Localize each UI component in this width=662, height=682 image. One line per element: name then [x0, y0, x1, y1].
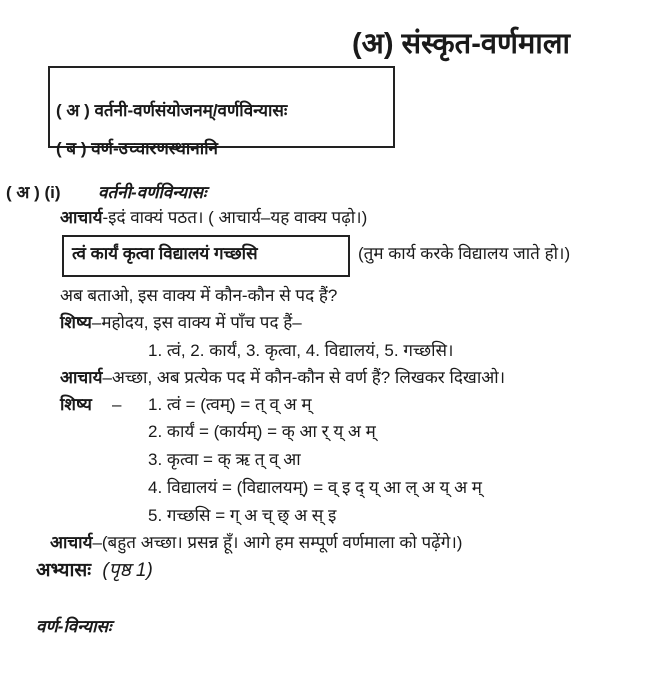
acharya-line-2: [60, 367, 505, 389]
sentence-translation: (तुम कार्य करके विद्यालय जाते हो।): [358, 244, 571, 263]
dialogue-text: -इदं वाक्यं पठत। ( आचार्य–यह वाक्य पढ़ो।): [102, 208, 368, 227]
topic-item: ( अ ) वर्तनी-वर्णसंयोजनम्/वर्णविन्यासः: [56, 101, 288, 120]
dialogue-text: –(बहुत अच्छा। प्रसन्न हूँ। आगे हम सम्पूर्ण वर्णमाला को पढ़ेंगे।): [92, 533, 463, 552]
speaker-label: आचार्य: [50, 533, 93, 552]
section-heading: वर्तनी-वर्णविन्यासः: [98, 183, 207, 202]
varna-item: 1. त्वं = (त्वम्) = त् व् अ म्: [148, 395, 312, 414]
varna-item: 5. गच्छसि = ग् अ च् छ् अ स् इ: [148, 506, 337, 525]
speaker-label: आचार्य: [60, 208, 103, 227]
speaker-label: शिष्य: [60, 313, 92, 332]
section-marker: ( अ ) (i): [6, 183, 61, 202]
varna-item: 3. कृत्वा = क् ऋ त् व् आ: [148, 450, 301, 469]
speaker-label: शिष्य: [60, 395, 92, 414]
varna-item: 4. विद्यालयं = (विद्यालयम्) = व् इ द् य् आ ल् अ य् अ म्: [148, 478, 482, 497]
dash: –: [112, 395, 122, 414]
speaker-label: आचार्य: [60, 368, 103, 387]
exercise-heading: [36, 560, 153, 582]
topic-item: ( ब ) वर्ण-उच्चारणस्थानानि: [56, 139, 218, 158]
exercise-label: अभ्यासः: [36, 560, 92, 581]
varna-item: 2. कार्यं = (कार्यम्) = क् आ र् य् अ म्: [148, 422, 376, 441]
pada-list: 1. त्वं, 2. कार्यं, 3. कृत्वा, 4. विद्यालयं, 5. गच्छसि।: [148, 341, 454, 360]
subheading: वर्ण-विन्यासः: [36, 617, 112, 636]
dialogue-text: –महोदय, इस वाक्य में पाँच पद हैं–: [91, 313, 302, 332]
question-text: अब बताओ, इस वाक्य में कौन-कौन से पद हैं?: [60, 286, 338, 305]
exercise-page: (पृष्ठ 1): [102, 560, 153, 581]
sanskrit-sentence: त्वं कार्यं कृत्वा विद्यालयं गच्छसि: [72, 244, 258, 263]
shishya-line-1: [60, 312, 302, 334]
acharya-line-3: [50, 532, 462, 554]
acharya-line-1: [60, 207, 367, 229]
page-title: (अ) संस्कृत-वर्णमाला: [352, 28, 570, 60]
dialogue-text: –अच्छा, अब प्रत्येक पद में कौन-कौन से वर्ण हैं? लिखकर दिखाओ।: [102, 368, 506, 387]
